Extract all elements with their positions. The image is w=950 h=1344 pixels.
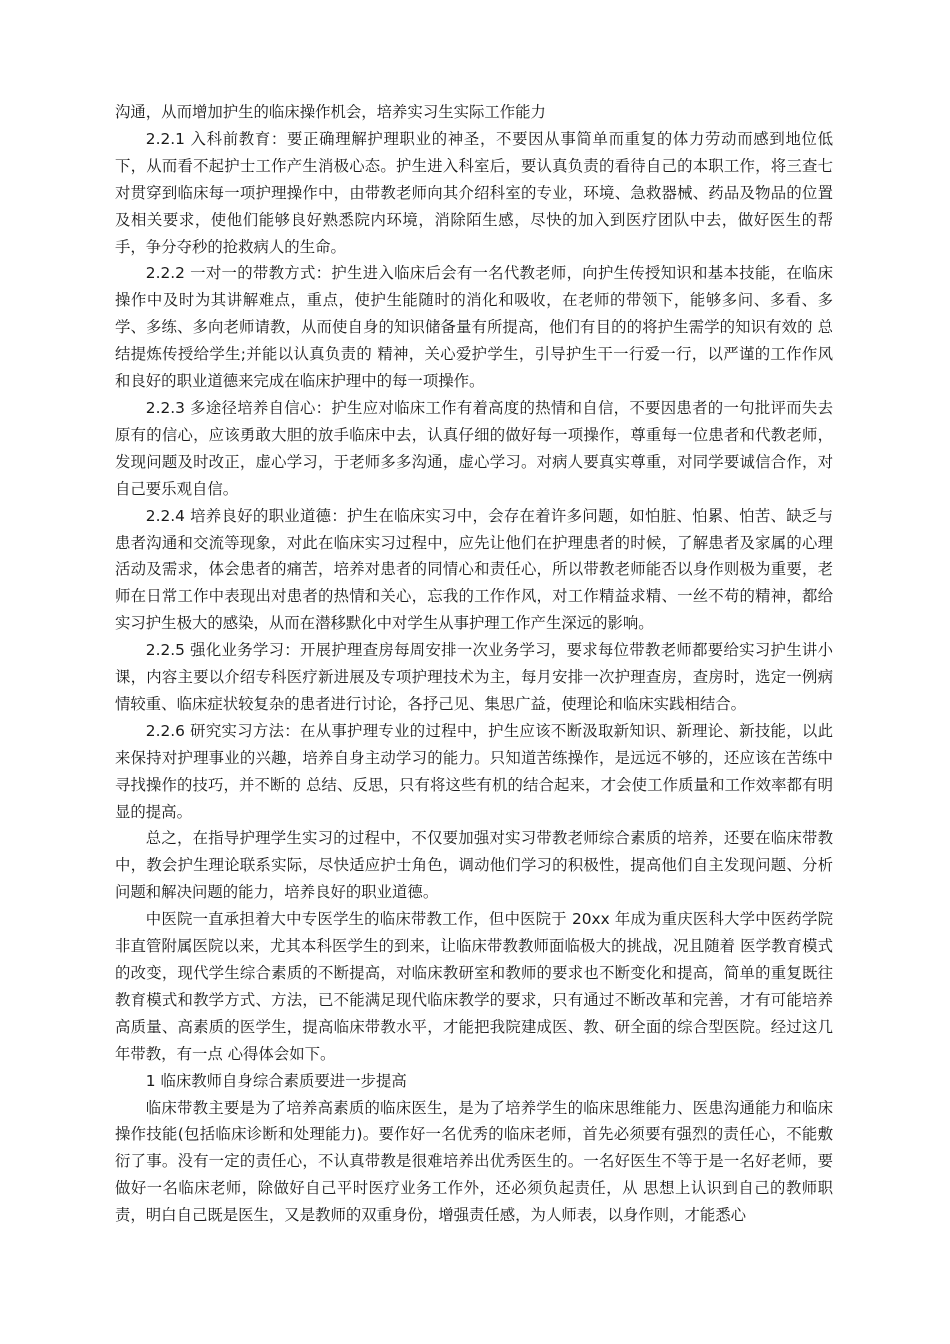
paragraph-section-1-body: 临床带教主要是为了培养高素质的临床医生，是为了培养学生的临床思维能力、医患沟通能力和临床操作技能(包括临床诊断和处理能力)。要作好一名优秀的临床老师，首先必须要有强烈的责任心，不能敷衍了事。没有一定的责任心，不认真带教是很难培养出优秀医生的。一名好医生不等于是一名好老师，要做好一名临床老师，除做好自己平时医疗业务工作外，还必须负起责任，从 思想上认识到自己的教师职责，明白自己既是医生，又是教师的双重身份，增强责任感，为人师表，以身作则，才能悉心 — [115, 1098, 833, 1225]
paragraph-summary: 总之，在指导护理学生实习的过程中，不仅要加强对实习带教老师综合素质的培养，还要在临床带教中，教会护生理论联系实际，尽快适应护士角色，调动他们学习的积极性，提高他们自主发现问题、分析问题和解决问题的能力，培养良好的职业道德。 — [115, 829, 833, 902]
paragraph-2-2-1: 2.2.1 入科前教育：要正确理解护理职业的神圣，不要因从事简单而重复的体力劳动而感到地位低下，从而看不起护士工作产生消极心态。护生进入科室后，要认真负责的看待自己的本职工作，将三查七对贯穿到临床每一项护理操作中，由带教老师向其介绍科室的专业，环境、急救器械、药品及物品的位置及相关要求，使他们能够良好熟悉院内环境，消除陌生感，尽快的加入到医疗团队中去，做好医生的帮手，争分夺秒的抢救病人的生命。 — [115, 129, 833, 256]
paragraph-2-2-2: 2.2.2 一对一的带教方式：护生进入临床后会有一名代教老师，向护生传授知识和基本技能，在临床操作中及时为其讲解难点，重点，使护生能随时的消化和吸收，在老师的带领下，能够多问、多看、多学、多练、多向老师请教，从而使自身的知识储备量有所提高，他们有目的的将护生需学的知识有效的 总结提炼传授给学生;并能以认真负责的 精神，关心爱护学生，引导护生干一行爱一行，以严谨的工作作风和良好的职业道德来完成在临床护理中的每一项操作。 — [115, 264, 833, 391]
paragraph-continuation: 沟通，从而增加护生的临床操作机会，培养实习生实际工作能力 — [115, 103, 546, 121]
paragraph-2-2-3: 2.2.3 多途径培养自信心：护生应对临床工作有着高度的热情和自信，不要因患者的一句批评而失去原有的信心，应该勇敢大胆的放手临床中去，认真仔细的做好每一项操作，尊重每一位患者和代教老师，发现问题及时改正，虚心学习，于老师多多沟通，虚心学习。对病人要真实尊重，对同学要诚信合作，对自己要乐观自信。 — [115, 398, 833, 498]
section-heading-1: 1 临床教师自身综合素质要进一步提高 — [145, 1071, 407, 1090]
paragraph-2-2-6: 2.2.6 研究实习方法：在从事护理专业的过程中，护生应该不断汲取新知识、新理论、新技能，以此来保持对护理事业的兴趣，培养自身主动学习的能力。只知道苦练操作，是远远不够的，还应该在苦练中寻找操作的技巧，并不断的 总结、反思，只有将这些有机的结合起来，才会使工作质量和工作效率都有明显的提高。 — [115, 721, 833, 821]
paragraph-2-2-5: 2.2.5 强化业务学习：开展护理查房每周安排一次业务学习，要求每位带教老师都要给实习护生讲小课，内容主要以介绍专科医疗新进展及专项护理技术为主，每月安排一次护理查房，查房时，选定一例病情较重、临床症状较复杂的患者进行讨论，各抒己见、集思广益，使理论和临床实践相结合。 — [115, 641, 833, 713]
paragraph-2-2-4: 2.2.4 培养良好的职业道德：护生在临床实习中，会存在着许多问题，如怕脏、怕累、怕苦、缺乏与患者沟通和交流等现象，对此在临床实习过程中，应先让他们在护理患者的时候，了解患者及家属的心理活动及需求，体会患者的痛苦，培养对患者的同情心和责任心，所以带教老师能否以身作则极为重要，老师在日常工作中表现出对患者的热情和关心，忘我的工作作风，对工作精益求精、一丝不苟的精神，都给实习护生极大的感染，从而在潜移默化中对学生从事护理工作产生深远的影响。 — [115, 506, 833, 633]
paragraph-hospital-intro: 中医院一直承担着大中专医学生的临床带教工作，但中医院于 20xx 年成为重庆医科大学中医药学院非直管附属医院以来，尤其本科医学生的到来，让临床带教教师面临极大的挑战，况且随着 医学教育模式的改变，现代学生综合素质的不断提高，对临床教研室和教师的要求也不断变化和提高，简单的重复既往教育模式和教学方式、方法，已不能满足现代临床教学的要求，只有通过不断改革和完善，才有可能培养高质量、高素质的医学生，提高临床带教水平，才能把我院建成医、教、研全面的综合型医院。经过这几年带教，有一点 心得体会如下。 — [115, 910, 833, 1063]
document-body — [115, 99, 833, 1229]
